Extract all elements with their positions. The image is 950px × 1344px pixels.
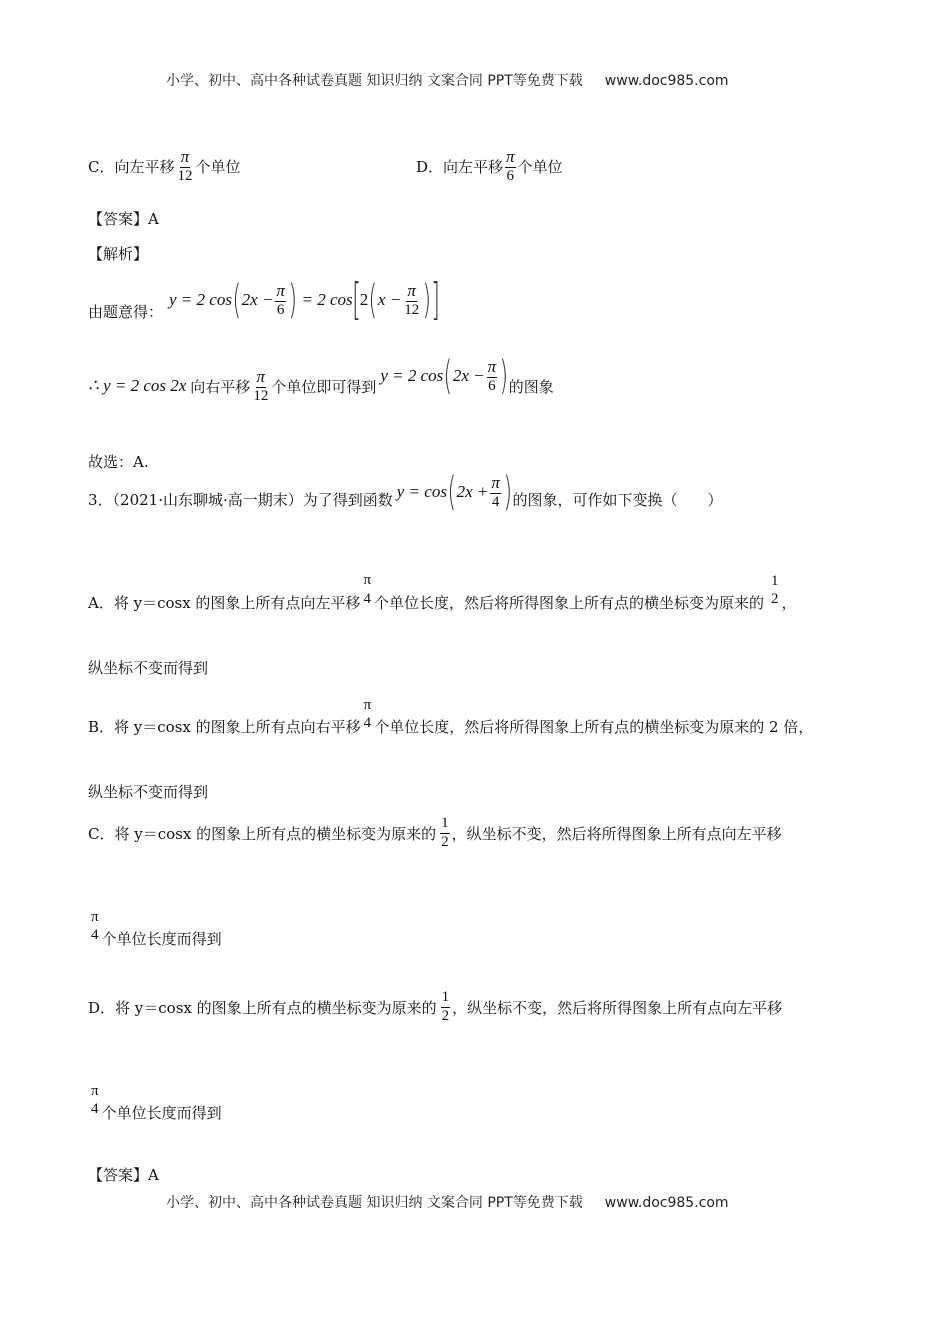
option-c-line2 [88,904,222,949]
eq-term: 2 [359,290,369,309]
fraction: π 4 [91,1082,99,1117]
option-b-text-2: 个单位长度，然后将所得图象上所有点的横坐标变为原来的 2 倍， [374,718,814,736]
eq-term: y = cos [396,482,447,501]
analysis-text: 向右平移 [190,377,251,396]
option-a-comma: ， [781,594,797,612]
right-paren: ) [422,277,432,323]
question-stem-suffix: 的图象，可作如下变换（ ） [512,490,723,509]
option-b[interactable] [88,692,813,737]
left-bracket: [ [351,274,361,325]
option-c-line2-text: 个单位长度而得到 [101,930,222,948]
left-paren: ( [447,469,457,515]
option-d-text: D．将 y＝cosx 的图象上所有点的横坐标变为原来的 [88,998,437,1017]
option-d-line2-text: 个单位长度而得到 [101,1104,222,1122]
option-a-text: A．将 y＝cosx 的图象上所有点向左平移 [88,594,361,612]
header-url[interactable]: www.doc985.com [604,73,729,89]
fraction: 1 2 [771,572,779,607]
option-d[interactable] [88,990,782,1025]
header-text: 小学、初中、高中各种试卷真题 知识归纳 文案合同 PPT等免费下载 [166,73,583,89]
right-paren: ) [499,353,509,400]
analysis-equation-2 [88,353,554,405]
option-c-text-2: ，纵坐标不变，然后将所得图象上所有点向左平移 [451,824,782,843]
option-a[interactable] [88,568,797,613]
eq-term: 2x − [452,366,485,386]
eq-term: = 2 cos [301,290,353,309]
analysis-text: 的图象 [508,377,554,396]
eq-term: x − [377,290,402,309]
option-c-text: C．将 y＝cosx 的图象上所有点的横坐标变为原来的 [88,824,437,843]
fraction: π 4 [363,572,372,607]
analysis-prefix: 由题意得： [88,302,164,321]
footer-text: 小学、初中、高中各种试卷真题 知识归纳 文案合同 PPT等免费下载 [166,1195,583,1211]
option-d-prev [416,148,563,185]
eq-term: 2x + [456,482,489,501]
eq-term: ∴ y = 2 cos 2x [88,376,187,396]
fraction: $\frac{\pi}{12}$ [253,367,269,404]
fraction: $\frac{\pi}{12}$ [404,280,420,318]
option-a-line2: 纵坐标不变而得到 [88,659,209,677]
fraction: π 4 [363,696,372,731]
right-bracket: ] [431,274,440,325]
analysis-label: 【解析】 [88,245,149,263]
eq-term: y = 2 cos [169,290,232,309]
page-footer [166,1192,729,1212]
fraction: $\frac{\pi}{6}$ [276,280,285,318]
fraction: $\frac{\pi}{6}$ [487,357,497,394]
option-a-text-2: 个单位长度，然后将所得图象上所有点的横坐标变为原来的 [374,594,765,612]
option-d-prev-text: D．向左平移 [416,157,504,176]
eq-term: y = 2 cos [380,366,444,386]
analysis-equation-1 [88,272,439,328]
question-stem-text: 3．（2021·山东聊城·高一期末）为了得到函数 [88,490,393,509]
footer-url[interactable]: www.doc985.com [604,1195,729,1211]
option-d-prev-suffix: 个单位 [517,157,563,176]
analysis-text: 个单位即可得到 [271,377,377,396]
fraction: $\frac{1}{2}$ [441,989,450,1024]
left-paren: ( [443,353,453,400]
fraction: $\frac{1}{2}$ [441,815,449,850]
answer-label: 【答案】A [88,210,159,228]
option-d-text-2: ，纵坐标不变，然后将所得图象上所有点向左平移 [452,998,783,1017]
option-c[interactable] [88,816,782,851]
option-c-prev-text: C．向左平移 [88,157,175,176]
option-b-text: B．将 y＝cosx 的图象上所有点向右平移 [88,718,361,736]
answer-label-2: 【答案】A [88,1166,159,1184]
option-c-prev [88,148,241,185]
option-d-line2 [88,1078,222,1123]
fraction: $\frac{\pi}{12}$ [177,147,193,184]
fraction: π 4 [91,908,99,943]
fraction: $\frac{\pi}{4}$ [491,472,500,510]
option-b-line2: 纵坐标不变而得到 [88,783,209,801]
right-paren: ) [503,469,512,515]
question-3-stem [88,469,723,515]
page-header [166,70,729,90]
left-paren: ( [232,277,242,323]
analysis-conclusion: 故选：A. [88,453,149,471]
fraction: $\frac{\pi}{6}$ [506,147,515,184]
left-paren: ( [368,277,378,323]
eq-term: 2x − [241,290,274,309]
right-paren: ) [288,277,297,323]
option-c-prev-suffix: 个单位 [195,157,241,176]
